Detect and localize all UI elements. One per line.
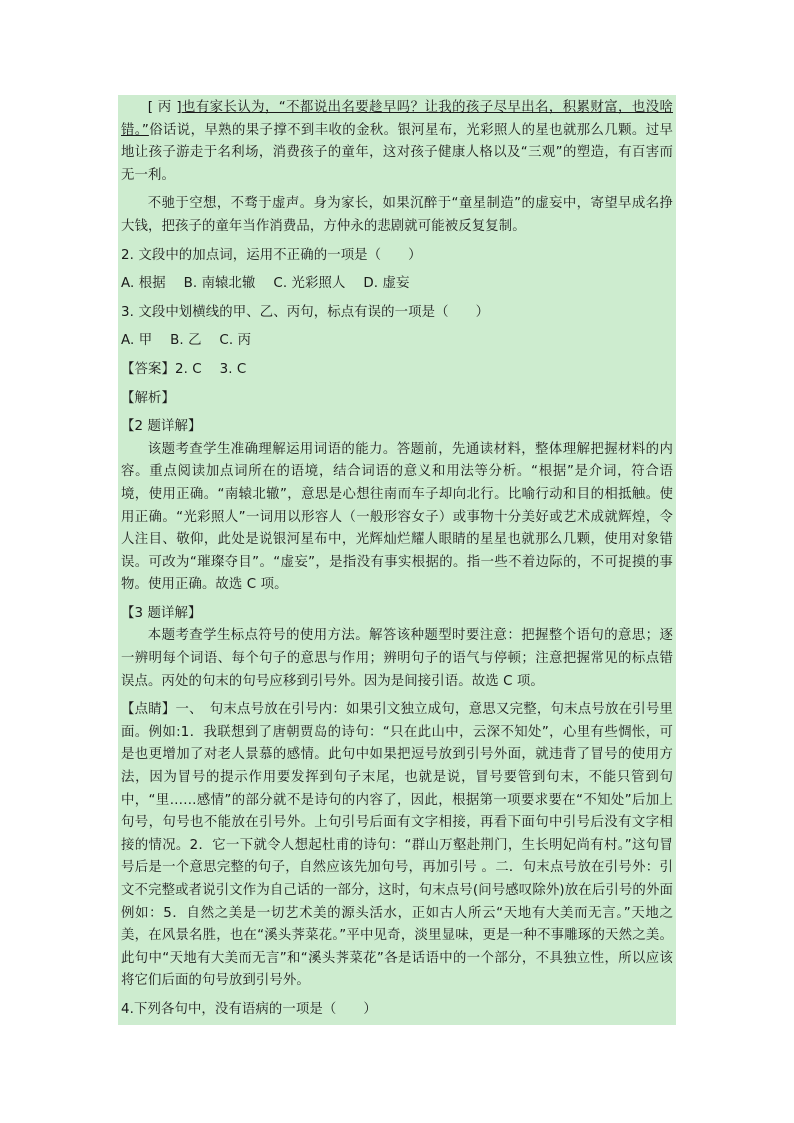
answer-label: 【答案】 [121, 361, 175, 377]
detail-2-label: 【2 题详解】 [121, 419, 202, 435]
tips-label: 【点睛】 [121, 702, 176, 718]
document-body [118, 95, 676, 1025]
analysis-label: 【解析】 [121, 390, 175, 406]
question-2-stem: 2. 文段中的加点词，运用不正确的一项是（ ） [121, 247, 422, 263]
paragraph-text: 俗话说，早熟的果子撑不到丰收的金秋。银河星布，光彩照人的星也就那么几颗。过早地让孩子游走于名利场，消费孩子的童年，这对孩子健康人格以及“三观”的塑造，有百害而无一利。 [121, 122, 673, 183]
sentence-marker: [ 丙 ] [147, 100, 182, 115]
tips-paragraph [121, 699, 673, 993]
tips-text: 一、 句末点号放在引号内：如果引文独立成句，意思又完整，句末点号放在引号里面。例如:1．我联想到了唐朝贾岛的诗句：“只在此山中，云深不知处”，心里有些惆怅，可是也更增加了对老人景慕的感情。此句中如果把逗号放到引号外面，就违背了冒号的使用方法，因为冒号的提示作用要发挥到句子末尾，也就是说，冒号要管到句末，不能只管到句中，“里……感情”的部分就不是诗句的内容了，因此，根据第一项要求要在“不知处”后加上句号，句号也不能放在引号外。上句引号后面有文字相接，再看下面句中引号后没有文字相接的情况。2．它一下就令人想起杜甫的诗句：“群山万壑赴荆门，生长明妃尚有村。”这句冒号后是一个意思完整的句子，自然应该先加句号，再加引号 。二．句末点号放在引号外：引文不完整或者说引文作为自己话的一部分，这时，句末点号(问号感叹除外)放在后引号的外面例如：5．自然之美是一切艺术美的源头活水，正如古人所云“天地有大美而无言。”天地之美，在风景名胜，也在“溪头荠菜花。”平中见奇，淡里显味，更是一种不事雕琢的天然之美。此句中“天地有大美而无言”和“溪头荠菜花”各是话语中的一个部分，不具独立性，所以应该将它们后面的句号放到引号外。 [121, 702, 674, 989]
passage-paragraph-2: 不驰于空想，不骛于虚声。身为家长，如果沉醉于“童星制造”的虚妄中，寄望早成名挣大钱，把孩子的童年当作消费品，方仲永的悲剧就可能被反复复制。 [121, 196, 673, 234]
question-3-stem: 3. 文段中划横线的甲、乙、丙句，标点有误的一项是（ ） [121, 304, 490, 320]
answer-line [121, 359, 673, 382]
question-4-stem: 4.下列各句中，没有语病的一项是（ ） [121, 1001, 377, 1017]
detail-3-label: 【3 题详解】 [121, 605, 202, 621]
question-3-options: A. 甲 B. 乙 C. 丙 [121, 333, 252, 349]
passage-paragraph-1 [121, 97, 673, 187]
underlined-sentence-bing: 也有家长认为，“不都说出名要趁早吗？让我的孩子尽早出名，积累财富，也没啥错。” [121, 100, 673, 138]
detail-3-text: 本题考查学生标点符号的使用方法。解答该种题型时要注意：把握整个语句的意思；逐一辨明每个词语、每个句子的意思与作用；辨明句子的语气与停顿；注意把握常见的标点错误点。丙处的句末的句号应移到引号外。因为是间接引语。故选 C 项。 [121, 628, 673, 689]
detail-2-text: 该题考查学生准确理解运用词语的能力。答题前，先通读材料，整体理解把握材料的内容。重点阅读加点词所在的语境，结合词语的意义和用法等分析。“根据”是介词，符合语境，使用正确。“南辕北辙”，意思是心想往南而车子却向北行。比喻行动和目的相抵触。使用正确。“光彩照人”一词用以形容人（一般形容女子）或事物十分美好或艺术成就辉煌，令人注目、敬仰，此处是说银河星布中，光辉灿烂耀人眼睛的星星也就那么几颗，使用对象错误。可改为“璀璨夺目”。“虚妄”，是指没有事实根据的。指一些不着边际的，不可捉摸的事物。使用正确。故选 C 项。 [121, 441, 673, 593]
answer-text: 2. C 3. C [174, 361, 247, 377]
question-2-options: A. 根据 B. 南辕北辙 C. 光彩照人 D. 虚妄 [121, 276, 410, 292]
